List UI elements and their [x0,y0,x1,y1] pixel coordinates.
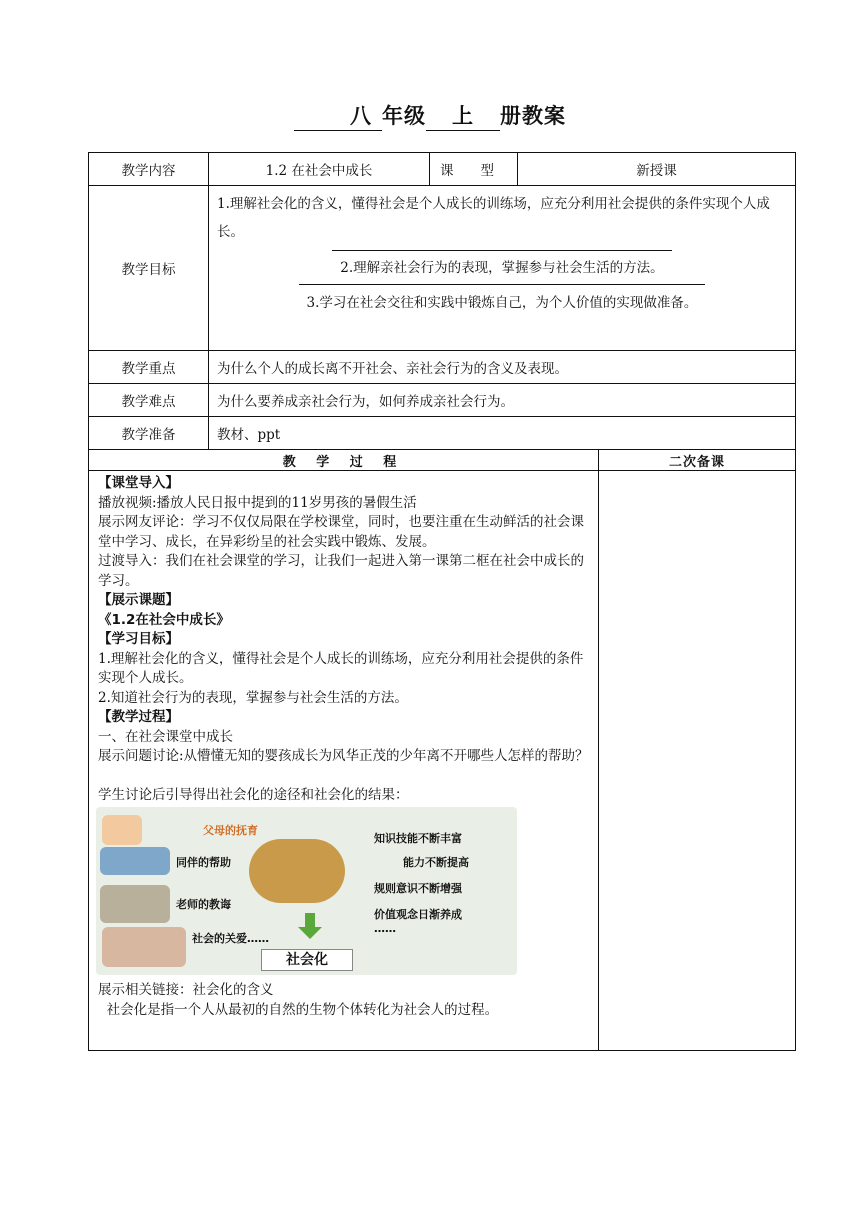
topic-heading: 【展示课题】 [98,592,179,608]
paragraph: 展示网友评论：学习不仅仅局限在学校课堂，同时，也要注重在生动鲜活的社会课堂中学习、成长，在异彩纷呈的社会实践中锻炼、发展。 [98,514,584,550]
paragraph: 2.知道社会行为的表现，掌握参与社会生活的方法。 [98,689,408,706]
diagram-label: 同伴的帮助 [176,856,231,869]
goals-row [88,185,796,350]
process-header: 教 学 过 程 [282,454,405,470]
classroom-picture [249,839,345,903]
diagram-outcome: 能力不断提高 [403,856,469,869]
type-value: 新授课 [517,153,795,185]
revision-header: 二次备课 [598,450,795,470]
grade-suffix: 年级 [382,104,426,128]
family-picture [102,815,142,845]
page-title [0,100,860,131]
peers-picture [100,847,170,875]
goal-item: 1.理解社会化的含义，懂得社会是个人成长的训练场，应充分利用社会提供的条件实现个人成长。 [217,196,770,240]
paragraph: 展示问题讨论:从懵懂无知的婴孩成长为风华正茂的少年离不开哪些人怎样的帮助？ [98,748,589,764]
paragraph: 过渡导入：我们在社会课堂的学习，让我们一起进入第一课第二框在社会中成长的学习。 [98,553,584,589]
community-picture [102,927,186,967]
process-content [89,471,598,1050]
goals-label: 教学目标 [121,262,176,278]
content-label: 教学内容 [121,163,176,179]
prep-label: 教学准备 [121,427,176,443]
focus-row [88,350,796,383]
teacher-picture [100,885,170,923]
process-body-row [88,470,796,1051]
socialization-diagram [96,807,517,975]
type-label: 课 型 [429,153,517,185]
topic-title: 《1.2在社会中成长》 [98,611,230,628]
diagram-label: 老师的教诲 [176,898,231,911]
revision-notes [598,471,795,1050]
diagram-outcome: 规则意识不断增强 [374,882,462,895]
paragraph: 播放视频:播放人民日报中提到的11岁男孩的暑假生活 [98,494,417,511]
diagram-outcome: 价值观念日渐养成 [374,908,462,921]
focus-label: 教学重点 [121,361,176,377]
difficulty-value: 为什么要养成亲社会行为，如何养成亲社会行为。 [208,384,795,416]
diagram-outcome: 知识技能不断丰富 [374,832,462,845]
paragraph: 社会化是指一个人从最初的自然的生物个体转化为社会人的过程。 [98,1001,499,1018]
diagram-label: 父母的抚育 [203,824,258,837]
focus-value: 为什么个人的成长离不开社会、亲社会行为的含义及表现。 [208,351,795,383]
diagram-outcome: …… [374,922,396,935]
prep-value: 教材、ppt [208,417,795,449]
difficulty-row [88,383,796,416]
lesson-plan-table [88,152,796,1051]
difficulty-label: 教学难点 [121,394,176,410]
grade-blank: 八 [294,100,382,131]
goals-list [208,186,795,350]
paragraph: 展示相关链接：社会化的含义 [98,982,274,998]
term-blank: 上 [426,100,500,131]
paragraph: 1.理解社会化的含义，懂得社会是个人成长的训练场，应充分利用社会提供的条件实现个人成长。 [98,650,584,686]
arrow-head-icon [298,927,322,939]
process-heading: 【教学过程】 [98,709,179,725]
content-row [88,152,796,185]
goal-item: 2.理解亲社会行为的表现，掌握参与社会生活的方法。 [332,250,671,284]
diagram-result: 社会化 [261,949,353,971]
process-header-row [88,449,796,470]
term-suffix: 册教案 [500,104,566,128]
paragraph: 学生讨论后引导得出社会化的途径和社会化的结果： [98,786,409,803]
intro-heading: 【课堂导入】 [98,475,179,491]
goal-item: 3.学习在社会交往和实践中锻炼自己，为个人价值的实现做准备。 [299,284,706,321]
content-value: 1.2 在社会中成长 [208,153,429,185]
section-title: 一、在社会课堂中成长 [98,728,233,745]
prep-row [88,416,796,449]
diagram-label: 社会的关爱…… [192,932,269,945]
learning-goals-heading: 【学习目标】 [98,631,179,647]
